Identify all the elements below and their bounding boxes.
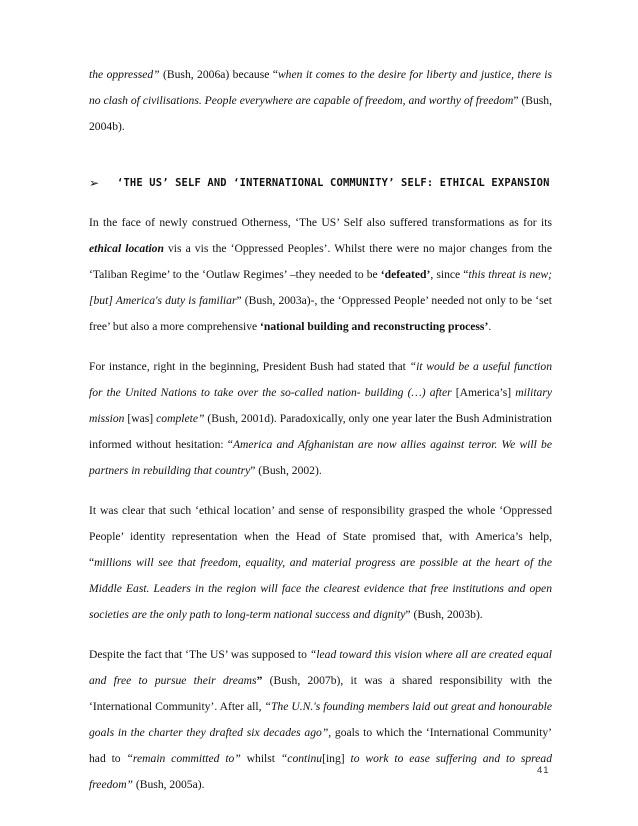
text-run: , since “ — [430, 268, 469, 281]
text-run: military mission — [89, 386, 552, 425]
text-run: whilst — [240, 752, 281, 765]
section-heading-text: ‘THE US’ SELF AND ‘INTERNATIONAL COMMUNITY’ SELF: ETHICAL EXPANSION — [117, 177, 550, 189]
text-run: “continu — [280, 752, 323, 765]
paragraph-responsibility — [89, 498, 552, 628]
text-run: America and Afghanistan are now allies against terror. We will be partners in rebuilding that country — [89, 438, 552, 477]
text-run: ‘national building and reconstructing process’ — [260, 320, 489, 333]
text-run: “remain committed to” — [126, 752, 241, 765]
paragraph-ethical-location — [89, 210, 552, 340]
text-run: goals to which the ‘International Community’ had to — [89, 726, 552, 765]
text-run: the oppressed” — [89, 68, 160, 81]
text-run: this threat is new; [but] America's duty is familiar — [89, 268, 552, 307]
text-run: ” — [256, 674, 263, 687]
text-run: (Bush, 2005a). — [133, 778, 205, 791]
text-run: “The U.N.'s founding members laid out great and honourable goals in the charter they drafted six decades ago”, — [89, 700, 553, 739]
text-run: millions will see that freedom, equality, and material progress are possible at the heart of the Middle East. Leaders in the region will face the clearest evidence that free institutions and open societies are the only path to long-term national success and dignity — [89, 556, 552, 621]
text-run: It was clear that such ‘ethical location’ and sense of responsibility grasped the whole ‘Oppressed People’ identity representation when the Head of State promised that, with America’s help, “ — [89, 504, 552, 569]
text-run: complete” — [156, 412, 205, 425]
text-run: “it would be a useful function for the United Nations to take over the so-called nation- building (…) after — [89, 360, 552, 399]
text-run: . — [488, 320, 492, 333]
text-run: “lead toward this vision where all are created equal and free to pursue their dreams — [89, 648, 552, 687]
text-run: In the face of newly construed Otherness, ‘The US’ Self also suffered transformations as for its — [89, 216, 552, 229]
paragraph-nation-building — [89, 354, 552, 484]
arrow-bullet-icon: ➢ — [89, 176, 100, 190]
text-run: ‘defeated’ — [380, 268, 431, 281]
text-run: [was] — [124, 412, 157, 425]
text-run: when it comes to the desire for liberty and justice, there is no clash of civilisations. People everywhere are capable of freedom, and worthy of freedom — [89, 68, 552, 107]
text-run: ” (Bush, 2003a)-, the ‘Oppressed People’ needed not only to be ‘set free’ but also a more comprehensive — [89, 294, 552, 333]
text-run: (Bush, 2007b), it was a shared responsibility with the ‘International Community’. After all, — [89, 674, 552, 713]
section-heading — [89, 170, 552, 196]
page-number: 41 — [537, 765, 550, 776]
text-run: Despite the fact that ‘The US’ was supposed to — [89, 648, 310, 661]
document-page — [89, 62, 552, 798]
text-run: (Bush, 2006a) because “ — [159, 68, 278, 81]
text-run: ” (Bush, 2004b). — [89, 94, 552, 133]
paragraph-shared-responsibility — [89, 642, 552, 798]
text-run: [America’s] — [451, 386, 516, 399]
paragraph-intro-quote — [89, 62, 552, 140]
text-run: (Bush, 2001d). Paradoxically, only one year later the Bush Administration informed without hesitation: “ — [89, 412, 552, 451]
text-run: ” (Bush, 2002). — [250, 464, 322, 477]
text-run: ethical location — [89, 242, 164, 255]
text-run: [ing] — [322, 752, 351, 765]
text-run: For instance, right in the beginning, President Bush had stated that — [89, 360, 410, 373]
text-run: ” (Bush, 2003b). — [405, 608, 483, 621]
text-run: to work to ease suffering and to spread freedom” — [89, 752, 552, 791]
text-run: vis a vis the ‘Oppressed Peoples’. Whilst there were no major changes from the ‘Taliban Regime’ to the ‘Outlaw Regimes’ –they needed to be — [89, 242, 552, 281]
